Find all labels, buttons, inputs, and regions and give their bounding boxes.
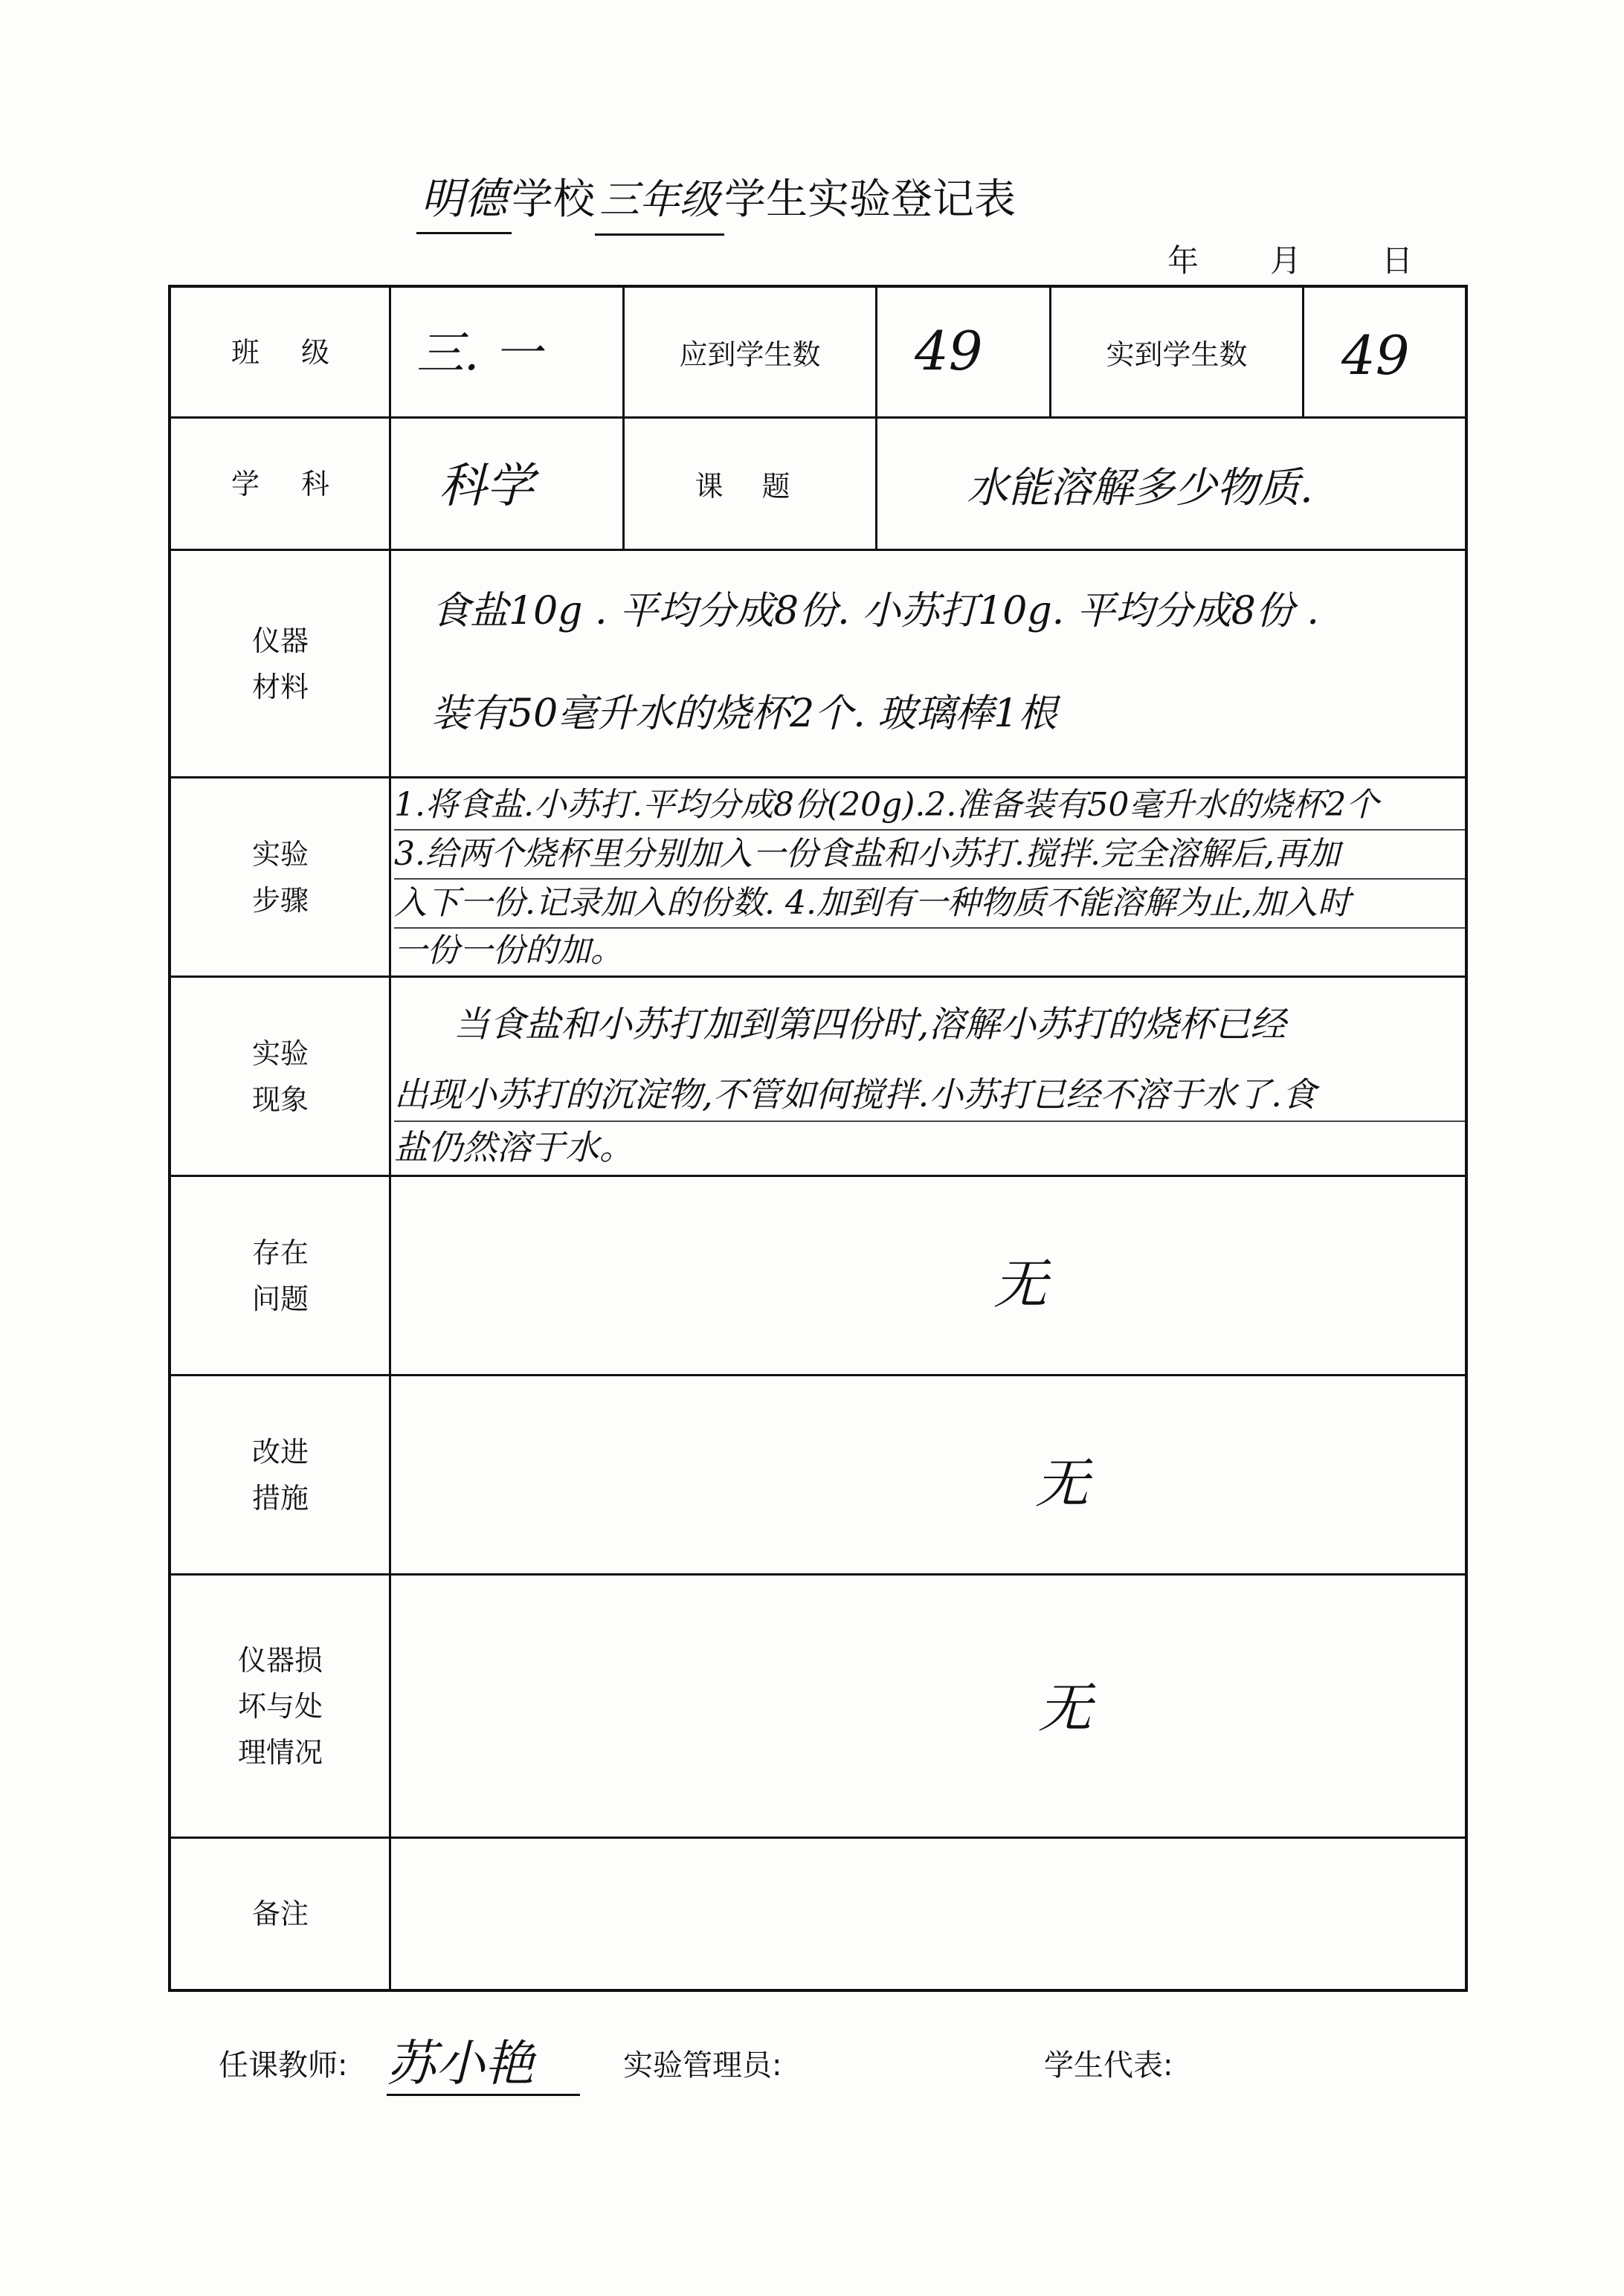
damage-label-line: 仪器损 [237,1643,323,1677]
date-month-label: 月 [1270,242,1302,279]
lab-admin-label: 实验管理员: [623,2048,782,2083]
observations-line: 盐仍然溶于水。 [394,1127,634,1167]
observations-label-line: 实验 [251,1036,309,1070]
column-divider [875,288,877,416]
materials-label [171,551,390,776]
title-suffix: 学生实验登记表 [724,175,1016,224]
steps-line: 入下一份.记录加入的份数. 4.加到有一种物质不能溶解为止,加入时 [394,880,1465,929]
steps-line: 3.给两个烧杯里分别加入一份食盐和小苏打.搅拌.完全溶解后,再加 [394,831,1465,880]
problems-label-line: 存在 [251,1236,309,1269]
problems-label [171,1177,390,1374]
improvements-value: 无 [1034,1452,1089,1515]
steps-line: 一份一份的加。 [394,932,623,970]
topic-label: 课 题 [695,470,805,503]
column-divider [875,416,877,549]
materials-line: 食盐10g . 平均分成8份. 小苏打10g. 平均分成8份 . [431,589,1319,633]
school-name-handwritten: 明德 [416,165,512,234]
teacher-signature-underline [387,2094,580,2096]
class-value: 三. 一 [416,326,542,381]
steps-label [171,778,390,976]
damage-label-line: 坏与处 [237,1689,323,1723]
observations-label [171,978,390,1175]
column-divider [1302,288,1304,416]
school-suffix: 学校 [512,175,596,224]
observations-line: 出现小苏打的沉淀物,不管如何搅拌.小苏打已经不溶于水了.食 [394,1068,1465,1122]
subject-label: 学 科 [231,467,347,500]
topic-value: 水能溶解多少物质. [967,464,1313,512]
improvements-label [171,1376,390,1573]
grade-handwritten: 三年级 [595,167,724,236]
remarks-value [394,1846,1457,1980]
damage-label-line: 理情况 [237,1735,323,1769]
observations-label-line: 现象 [251,1083,309,1116]
steps-label-line: 实验 [251,837,309,871]
damage-value: 无 [1037,1677,1092,1739]
steps-label-line: 步骤 [251,883,309,917]
teacher-label: 任课教师: [219,2048,348,2083]
steps-line: 1.将食盐.小苏打.平均分成8份(20g).2.准备装有50毫升水的烧杯2个 [394,781,1465,831]
damage-label [171,1576,390,1837]
problems-label-line: 问题 [251,1282,309,1315]
materials-label-line: 材料 [251,670,309,703]
student-rep-label: 学生代表: [1044,2048,1173,2083]
class-label: 班 级 [231,335,347,369]
experiment-record-table [168,285,1468,1992]
improvements-label-line: 改进 [251,1435,309,1468]
remarks-label: 备注 [251,1897,309,1930]
expected-students-value: 49 [915,320,983,382]
expected-students-label: 应到学生数 [679,338,821,371]
problems-value: 无 [993,1253,1047,1315]
materials-label-line: 仪器 [251,624,309,657]
page-title [416,165,1234,232]
actual-students-label: 实到学生数 [1106,338,1248,371]
observations-line: 当食盐和小苏打加到第四份时,溶解小苏打的烧杯已经 [454,1004,1286,1045]
date-day-label: 日 [1382,242,1414,279]
improvements-label-line: 措施 [251,1481,309,1515]
date-year-label: 年 [1167,242,1199,279]
teacher-signature: 苏小艳 [387,2035,534,2092]
actual-students-value: 49 [1341,324,1410,387]
materials-line: 装有50毫升水的烧杯2个. 玻璃棒1根 [431,691,1057,736]
subject-value: 科学 [439,459,534,514]
